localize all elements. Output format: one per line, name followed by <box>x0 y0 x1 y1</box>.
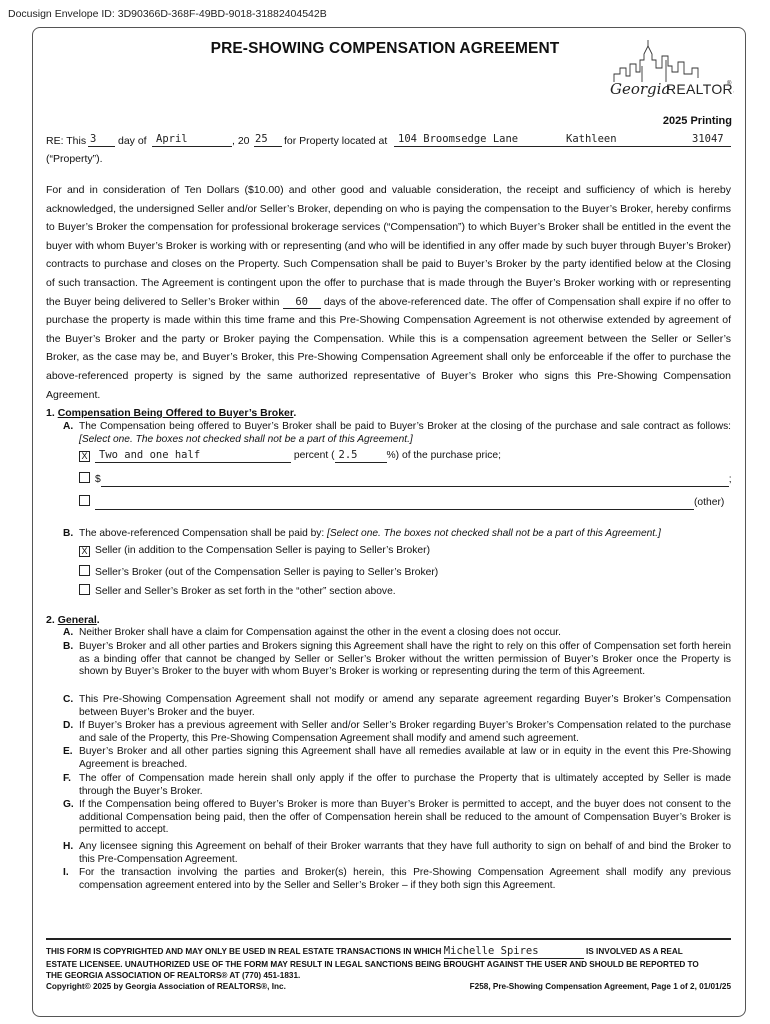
item-label: B. <box>63 528 74 539</box>
item-text: Buyer’s Broker and all other parties and Brokers signing this Agreement shall have the right to rely on this offer of Compensation set forth herein as a binding offer that cannot be changed by Seller or Seller’s Broker without the written permission of Buyer’s Broker once the Property is shown by Buyer’s Broker to the buyer with whom Buyer’s Broker is working or representing during the term of this Agreement. <box>79 641 731 678</box>
general-item-b <box>63 641 731 679</box>
item-label: H. <box>63 841 74 852</box>
month-field[interactable] <box>152 132 232 147</box>
percent-suffix: %) of the purchase price; <box>386 450 501 461</box>
item-label: A. <box>63 627 74 638</box>
percent-words-field[interactable] <box>95 449 291 463</box>
dollar-suffix: ; <box>728 474 732 485</box>
payer-seller-label: Seller (in addition to the Compensation Seller is paying to Seller’s Broker) <box>95 545 431 556</box>
general-item-i <box>63 867 731 892</box>
payer-both-checkbox[interactable] <box>79 584 90 595</box>
percent-value: 2.5 <box>338 449 358 461</box>
payer-option-both <box>79 584 396 597</box>
item-text: Neither Broker shall have a claim for Compensation against the other in the event a closing does not occur. <box>79 627 561 638</box>
item-label: C. <box>63 694 74 705</box>
section-1-title: Compensation Being Offered to Buyer’s Broker <box>57 407 294 419</box>
compensation-option-other <box>79 495 731 510</box>
item-a-text: The Compensation being offered to Buyer’s Broker shall be paid to Buyer’s Broker at the closing of the purchase and sale contract as follows: <box>79 421 731 432</box>
copyright-footer <box>46 938 731 992</box>
footer-line-1 <box>46 945 731 959</box>
zip-value: 31047 <box>692 133 724 145</box>
section-2-number: 2. <box>46 614 55 626</box>
item-label: A. <box>63 421 74 432</box>
licensee-name-field[interactable] <box>444 945 584 959</box>
dollar-prefix: $ <box>95 474 101 485</box>
item-label: D. <box>63 720 74 731</box>
other-field[interactable] <box>95 497 694 510</box>
item-a-instruction: [Select one. The boxes not checked shall not be a part of this Agreement.] <box>79 433 413 445</box>
envelope-id: Docusign Envelope ID: 3D90366D-368F-49BD-9018-31882404542B <box>8 8 327 20</box>
footer-line1-prefix: THIS FORM IS COPYRIGHTED AND MAY ONLY BE USED IN REAL ESTATE TRANSACTIONS IN WHICH <box>46 947 442 956</box>
year-prefix: , 20 <box>232 135 250 147</box>
percent-words-value: Two and one half <box>99 449 201 461</box>
svg-text:Georgia: Georgia <box>610 80 671 98</box>
item-text: Buyer’s Broker and all other parties signing this Agreement shall have all remedies available at law or in equity in the event this Pre-Showing Agreement is breached. <box>79 746 731 770</box>
city-skyline-logo-icon <box>606 38 734 102</box>
city-value: Kathleen <box>566 133 617 145</box>
form-id: F258, Pre-Showing Compensation Agreement, Page 1 of 2, 01/01/25 <box>469 982 731 991</box>
re-prefix: RE: This <box>46 135 87 147</box>
address-field[interactable] <box>394 132 731 147</box>
re-line <box>46 131 746 147</box>
item-label: G. <box>63 799 74 810</box>
section-1-item-b <box>63 528 731 541</box>
georgia-realtors-logo <box>606 38 734 102</box>
year-field[interactable] <box>254 132 282 147</box>
page-title: PRE-SHOWING COMPENSATION AGREEMENT <box>210 40 560 57</box>
intro-paragraph <box>46 181 731 404</box>
item-label: F. <box>63 773 71 784</box>
days-field[interactable] <box>283 296 321 309</box>
item-text: The offer of Compensation made herein shall only apply if the offer to purchase the Property that is ultimately accepted by Seller is made through the Buyer’s Broker. <box>79 773 731 797</box>
general-item-e <box>63 746 731 771</box>
item-b-instruction: [Select one. The boxes not checked shall not be a part of this Agreement.] <box>327 528 661 539</box>
svg-text:®: ® <box>727 81 732 87</box>
general-item-g <box>63 799 731 837</box>
payer-option-sellers-broker <box>79 565 438 578</box>
item-text: If the Compensation being offered to Buyer’s Broker is more than Buyer’s Broker is permitted to accept, and the buyer does not consent to the additional Compensation being paid, then the offer of Compensation herein shall be reduced to the amount of Compensation Buyer’s Broker is permitted to accept. <box>79 799 731 836</box>
section-1-heading <box>46 407 296 419</box>
year-value: 25 <box>255 133 268 145</box>
section-1-item-a <box>63 421 731 446</box>
option-percent-checkbox[interactable]: X <box>79 451 90 462</box>
licensee-name-value: Michelle Spires <box>443 945 539 957</box>
day-field[interactable] <box>88 132 115 147</box>
general-item-h <box>63 841 731 866</box>
day-value: 3 <box>90 133 97 145</box>
section-2-title: General <box>57 614 97 626</box>
footer-line-2: ESTATE LICENSEE. UNAUTHORIZED USE OF THE FORM MAY RESULT IN LEGAL SANCTIONS BEING BROUGHT AGAINST THE USER AND SHOULD BE REPORTED TO <box>46 960 699 969</box>
days-value: 60 <box>295 295 309 308</box>
section-1-number: 1. <box>46 407 55 419</box>
payer-sellers-broker-checkbox[interactable] <box>79 565 90 576</box>
item-label: E. <box>63 746 73 757</box>
copyright-text: Copyright© 2025 by Georgia Association of REALTORS®, Inc. <box>46 982 286 991</box>
percent-label: percent ( <box>293 450 335 461</box>
property-label: for Property located at <box>284 135 388 147</box>
dollar-amount-field[interactable] <box>101 474 729 487</box>
general-item-a <box>63 627 731 640</box>
section-2-period: . <box>96 614 100 626</box>
intro-text-part2: days of the above-referenced date. The offer of Compensation shall expire if no offer to purchase the property is made within this time frame and this Pre-Showing Compensation Agreement is not otherwise extended by agreement of the Buyer’s Broker and the party or Broker paying the Compensation. While this is a compensation agreement between the Seller or Seller’s Broker, as the case may be, and Buyer’s Broker, this Pre-Showing Compensation Agreement shall only be enforceable if the offer to purchase the above-referenced property is signed by the same authorized representative of Buyer’s Broker who signs this Pre-Showing Compensation Agreement. <box>46 295 732 401</box>
item-label: I. <box>63 867 69 878</box>
item-b-text: The above-referenced Compensation shall be paid by: <box>79 528 328 539</box>
section-2-heading <box>46 614 100 626</box>
item-label: B. <box>63 641 74 652</box>
payer-option-seller <box>79 545 430 557</box>
item-text: Any licensee signing this Agreement on behalf of their Broker warrants that they have full authority to sign on behalf of and bind the Broker to this Pre-Compensation Agreement. <box>79 841 731 865</box>
option-other-checkbox[interactable] <box>79 495 90 506</box>
address-value: 104 Broomsedge Lane <box>398 133 519 145</box>
footer-line-4 <box>46 981 731 992</box>
item-text: If Buyer’s Broker has a previous agreement with Seller and/or Seller’s Broker regarding Buyer’s Broker’s Compensation related to the purchase and sale of the Property, this Pre-Showing Compensation Agreement shall modify and amend such agreement. <box>79 720 731 744</box>
intro-text-part1: For and in consideration of Ten Dollars ($10.00) and other good and valuable consideration, the receipt and sufficiency of which is hereby acknowledged, the undersigned Seller and/or Seller’s Broker, depending on who is paying the compensation to the Buyer’s Broker, hereby confirms to Buyer’s Broker the compensation for professional brokerage services (“Compensation”) to which Buyer’s Broker shall be entitled in the event the buyer with whom Buyer’s Broker is working with or representing (and who will be identified in any offer made by such buyer through Buyer’s Broker) contracts to purchase and closes on the Property. Such Compensation shall be paid to Buyer’s Broker by the party identified below at the Closing of such transaction. The Agreement is contingent upon the offer to purchase that is made through the Buyer’s Broker working with or representing the Buyer being delivered to Seller’s Broker within <box>46 184 731 308</box>
section-1-period: . <box>293 407 297 419</box>
payer-seller-checkbox[interactable]: X <box>79 546 90 557</box>
compensation-option-percent <box>79 449 501 463</box>
item-text: For the transaction involving the parties and Broker(s) herein, this Pre-Showing Compensation Agreement shall modify any previous compensation agreement entered into by the Seller and Seller’s Broker – if they both sign this Agreement. <box>79 867 731 891</box>
percent-field[interactable] <box>335 449 387 463</box>
svg-text:REALTORS: REALTOR <box>666 81 733 97</box>
property-definition: (“Property”). <box>46 153 103 165</box>
month-value: April <box>156 133 188 145</box>
day-of-label: day of <box>118 135 147 147</box>
footer-line-3: THE GEORGIA ASSOCIATION OF REALTORS® AT (770) 451-1831. <box>46 971 301 980</box>
footer-line1-suffix: IS INVOLVED AS A REAL <box>586 947 683 956</box>
general-item-d <box>63 720 731 745</box>
option-dollar-checkbox[interactable] <box>79 472 90 483</box>
general-item-f <box>63 773 731 798</box>
printing-year: 2025 Printing <box>662 115 732 127</box>
item-text: This Pre-Showing Compensation Agreement shall not modify or amend any separate agreement regarding Buyer’s Broker’s Compensation between Buyer’s Broker and the buyer. <box>79 694 731 718</box>
payer-both-label: Seller and Seller’s Broker as set forth in the “other” section above. <box>95 586 396 597</box>
compensation-option-dollar <box>79 472 731 487</box>
payer-sellers-broker-label: Seller’s Broker (out of the Compensation Seller is paying to Seller’s Broker) <box>95 567 439 578</box>
general-item-c <box>63 694 731 719</box>
other-suffix: (other) <box>694 497 725 508</box>
